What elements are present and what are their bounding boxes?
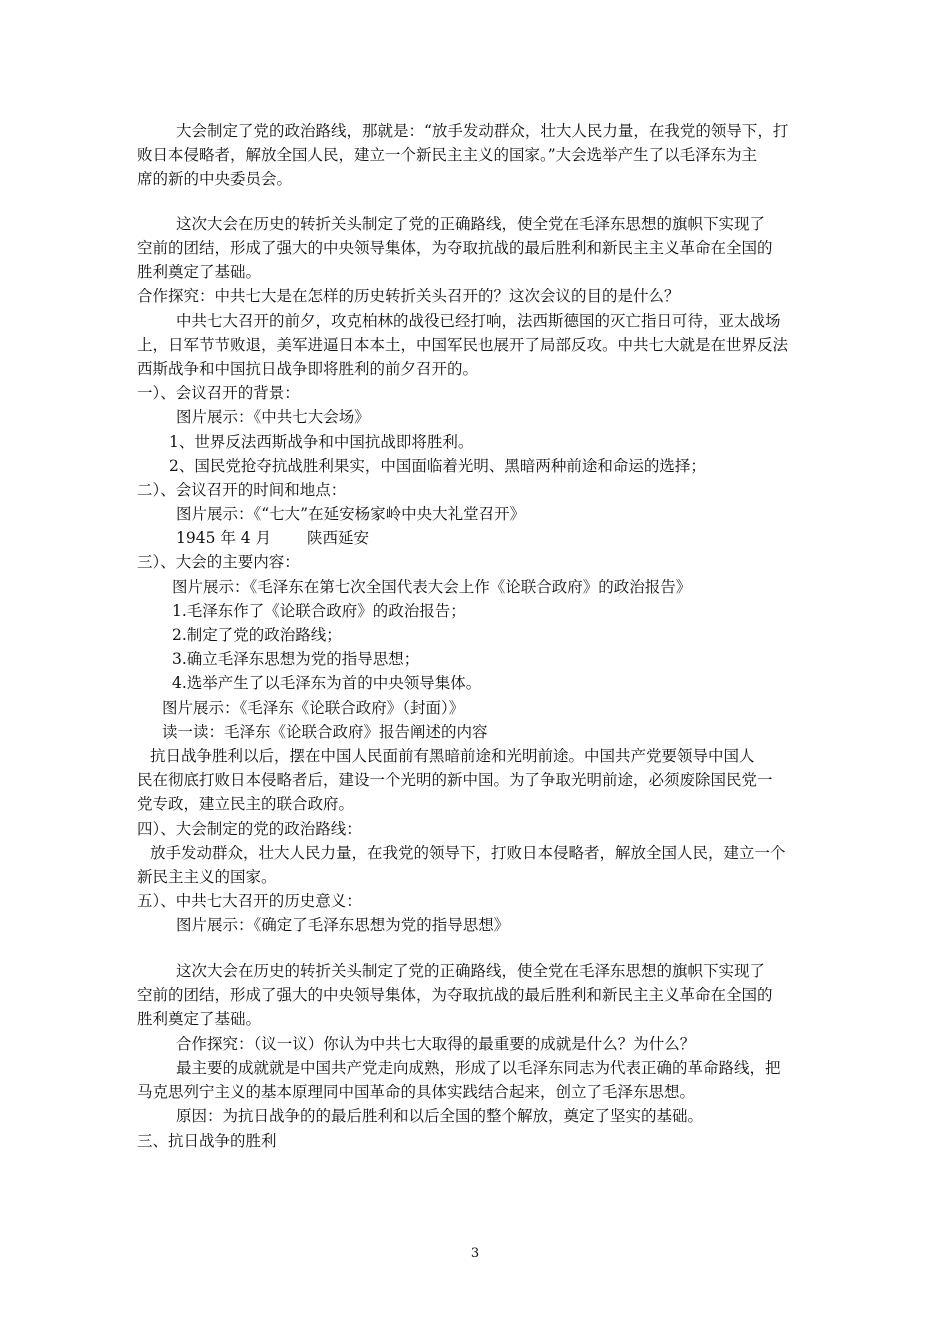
section-heading: 五）、中共七大召开的历史意义： xyxy=(137,892,362,910)
list-item: 4.选举产生了以毛泽东为首的中央领导集体。 xyxy=(172,674,482,692)
text-line: 大会制定了党的政治路线，那就是：“放手发动群众，壮大人民力量，在我党的领导下，打 xyxy=(176,122,789,140)
text-line: 民在彻底打败日本侵略者后，建设一个光明的新中国。为了争取光明前途，必须废除国民党一 xyxy=(137,771,773,789)
image-caption: 图片展示：《确定了毛泽东思想为党的指导思想》 xyxy=(176,916,510,934)
image-caption: 图片展示：《“七大”在延安杨家岭中央大礼堂召开》 xyxy=(176,505,526,523)
list-item: 1、世界反法西斯战争和中国抗战即将胜利。 xyxy=(169,433,474,451)
text-line: 最主要的成就就是中国共产党走向成熟，形成了以毛泽东同志为代表正确的革命路线，把 xyxy=(176,1059,781,1077)
text-line: 胜利奠定了基础。 xyxy=(137,1010,262,1028)
text-line: 席的新的中央委员会。 xyxy=(137,170,293,188)
text-line: 放手发动群众，壮大人民力量，在我党的领导下，打败日本侵略者，解放全国人民，建立一个 xyxy=(150,844,786,862)
section-heading: 一）、会议召开的背景： xyxy=(137,384,300,402)
page-number: 3 xyxy=(470,1246,480,1261)
text-line: 马克思列宁主义的基本原理同中国革命的具体实践结合起来，创立了毛泽东思想。 xyxy=(137,1083,696,1101)
list-item: 1.毛泽东作了《论联合政府》的政治报告； xyxy=(172,602,466,620)
text-line: 新民主主义的国家。 xyxy=(137,868,277,886)
text-line: 中共七大召开的前夕，攻克柏林的战役已经打响，法西斯德国的灭亡指日可待，亚太战场 xyxy=(176,312,781,330)
list-item: 2.制定了党的政治路线； xyxy=(172,626,342,644)
text-line: 败日本侵略者，解放全国人民，建立一个新民主主义的国家。”大会选举产生了以毛泽东为主 xyxy=(137,146,758,164)
list-item: 2、国民党抢夺抗战胜利果实，中国面临着光明、黑暗两种前途和命运的选择； xyxy=(169,457,706,475)
text-line: 1945 年 4 月 陕西延安 xyxy=(176,529,370,547)
text-line: 党专政，建立民主的联合政府。 xyxy=(137,795,355,813)
section-heading: 三）、大会的主要内容： xyxy=(137,553,300,571)
heading-cooperative-inquiry: 合作探究：（议一议）你认为中共七大取得的最重要的成就是什么？为什么？ xyxy=(176,1035,696,1053)
section-heading: 四）、大会制定的党的政治路线： xyxy=(137,820,362,838)
text-line: 上，日军节节败退，美军进逼日本本土，中国军民也展开了局部反攻。中共七大就是在世界反法 xyxy=(137,336,789,354)
text-line: 胜利奠定了基础。 xyxy=(137,263,262,281)
image-caption: 图片展示：《毛泽东在第七次全国代表大会上作《论联合政府》的政治报告》 xyxy=(172,578,692,596)
text-line: 抗日战争胜利以后，摆在中国人民面前有黑暗前途和光明前途。中国共产党要领导中国人 xyxy=(150,747,755,765)
image-caption: 图片展示：《中共七大会场》 xyxy=(176,408,370,426)
list-item: 3.确立毛泽东思想为党的指导思想； xyxy=(172,650,420,668)
text-line: 原因：为抗日战争的的最后胜利和以后全国的整个解放，奠定了坚实的基础。 xyxy=(176,1107,704,1125)
section-heading: 三、抗日战争的胜利 xyxy=(137,1132,277,1150)
heading-cooperative-inquiry: 合作探究：中共七大是在怎样的历史转折关头召开的？这次会议的目的是什么？ xyxy=(137,287,680,305)
text-line: 空前的团结，形成了强大的中央领导集体，为夺取抗战的最后胜利和新民主主义革命在全国的 xyxy=(137,239,773,257)
text-line: 西斯战争和中国抗日战争即将胜利的前夕召开的。 xyxy=(137,360,479,378)
section-heading: 二）、会议召开的时间和地点： xyxy=(137,481,347,499)
text-line: 空前的团结，形成了强大的中央领导集体，为夺取抗战的最后胜利和新民主主义革命在全国的 xyxy=(137,986,773,1004)
text-line: 这次大会在历史的转折关头制定了党的正确路线，使全党在毛泽东思想的旗帜下实现了 xyxy=(176,962,766,980)
text-line: 这次大会在历史的转折关头制定了党的正确路线，使全党在毛泽东思想的旗帜下实现了 xyxy=(176,215,766,233)
text-line: 读一读：毛泽东《论联合政府》报告阐述的内容 xyxy=(162,723,488,741)
image-caption: 图片展示：《毛泽东《论联合政府》（封面）》 xyxy=(162,699,465,717)
